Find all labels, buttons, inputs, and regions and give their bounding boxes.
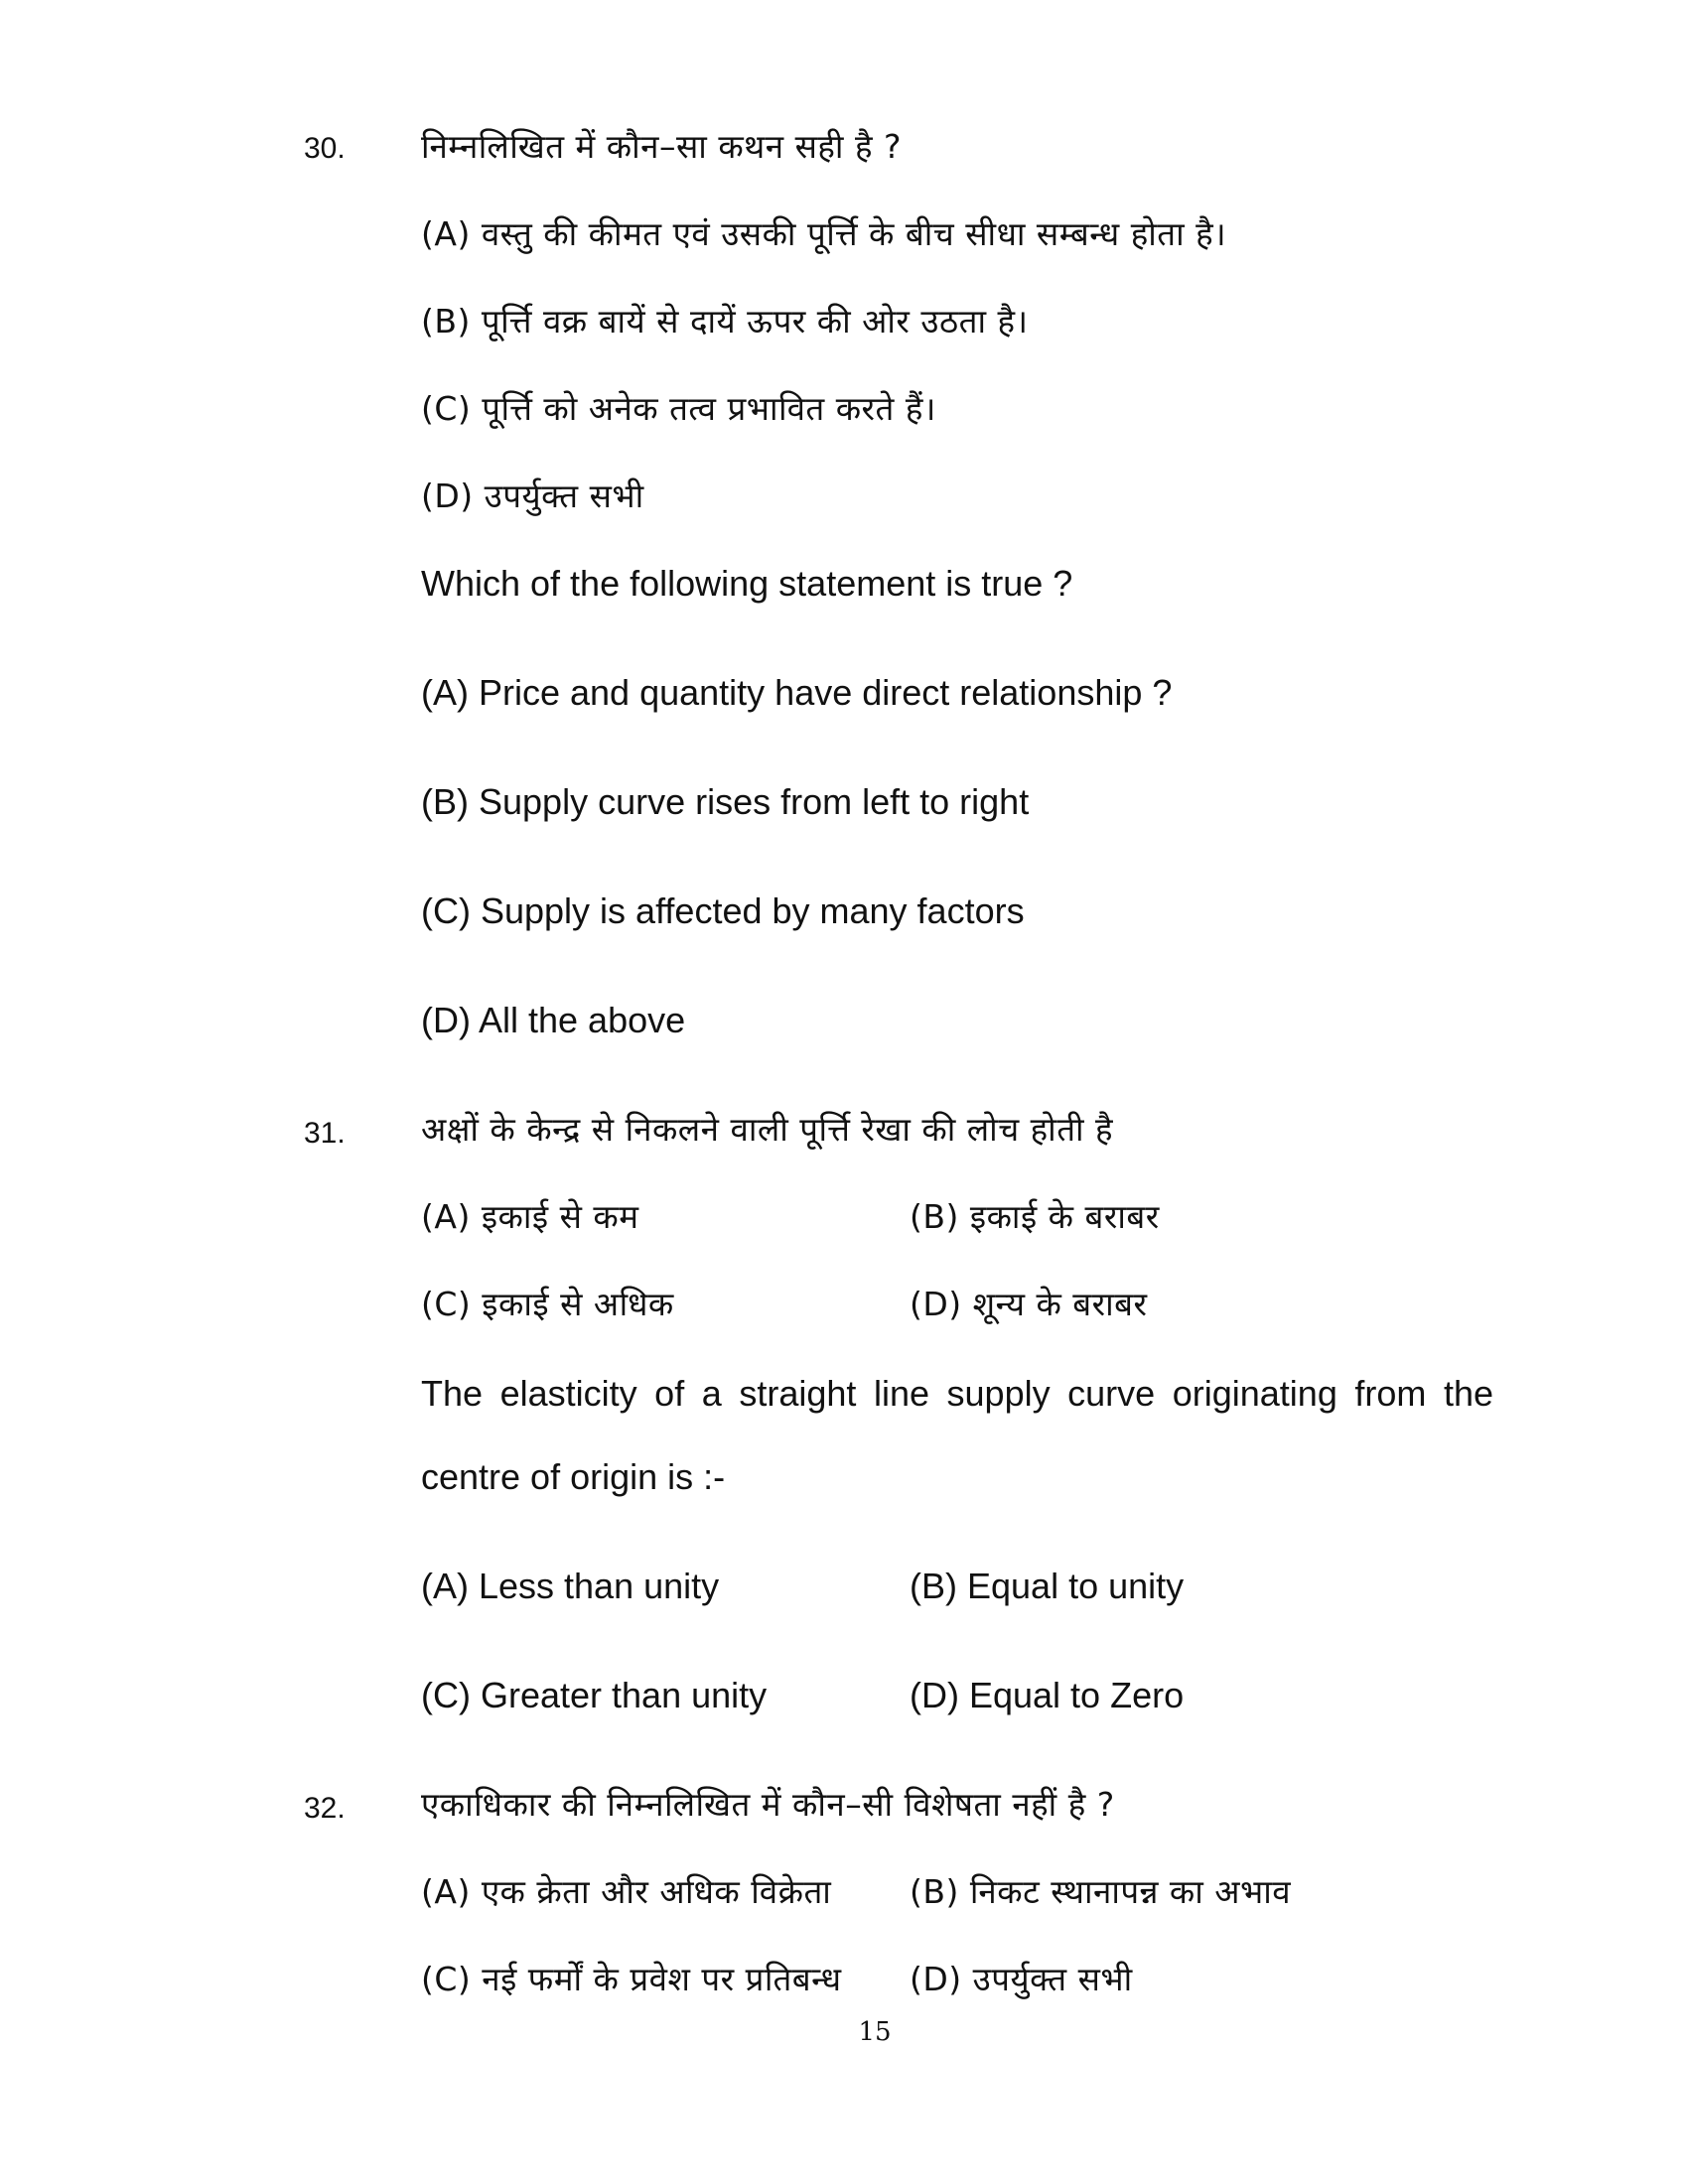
question-text-english: Which of the following statement is true ? xyxy=(421,563,1073,604)
option-d-english: (D) Equal to Zero xyxy=(910,1675,1185,1715)
question-text-hindi: एकाधिकार की निम्नलिखित में कौन–सी विशेषता नहीं है ? xyxy=(421,1785,1115,1824)
question-number: 32. xyxy=(304,1792,346,1825)
option-b-english: (B) Equal to unity xyxy=(910,1566,1185,1606)
option-a-hindi: (A) वस्तु की कीमत एवं उसकी पूर्त्ति के बीच सीधा सम्बन्ध होता है। xyxy=(421,214,1227,253)
option-c-hindi: (C) पूर्त्ति को अनेक तत्व प्रभावित करते हैं। xyxy=(421,389,936,428)
option-a-hindi: (A) इकाई से कम xyxy=(421,1197,639,1236)
option-d-hindi: (D) उपर्युक्त सभी xyxy=(910,1960,1133,1998)
option-c-hindi: (C) नई फर्मों के प्रवेश पर प्रतिबन्ध xyxy=(421,1960,842,1998)
option-c-english: (C) Supply is affected by many factors xyxy=(421,890,1025,931)
question-text-english-line1: The elasticity of a straight line supply curve originating from the xyxy=(421,1373,1493,1414)
option-d-english: (D) All the above xyxy=(421,1000,686,1040)
option-b-hindi: (B) निकट स्थानापन्न का अभाव xyxy=(910,1872,1292,1911)
option-c-hindi: (C) इकाई से अधिक xyxy=(421,1285,674,1323)
question-text-hindi: अक्षों के केन्द्र से निकलने वाली पूर्त्ति रेखा की लोच होती है xyxy=(421,1110,1114,1149)
question-text-english-line2: centre of origin is :- xyxy=(421,1456,726,1497)
question-number: 31. xyxy=(304,1117,346,1150)
option-b-english: (B) Supply curve rises from left to right xyxy=(421,781,1030,822)
option-d-hindi: (D) उपर्युक्त सभी xyxy=(421,477,644,515)
page-number: 15 xyxy=(858,2017,892,2047)
question-number: 30. xyxy=(304,132,346,165)
option-c-english: (C) Greater than unity xyxy=(421,1675,768,1715)
option-a-english: (A) Price and quantity have direct relationship ? xyxy=(421,672,1173,713)
option-a-hindi: (A) एक क्रेता और अधिक विक्रेता xyxy=(421,1872,832,1911)
option-d-hindi: (D) शून्य के बराबर xyxy=(910,1285,1148,1323)
question-text-hindi: निम्नलिखित में कौन–सा कथन सही है ? xyxy=(421,127,902,166)
option-b-hindi: (B) पूर्त्ति वक्र बायें से दायें ऊपर की ओर उठता है। xyxy=(421,302,1029,341)
option-b-hindi: (B) इकाई के बराबर xyxy=(910,1197,1160,1236)
option-a-english: (A) Less than unity xyxy=(421,1566,720,1606)
